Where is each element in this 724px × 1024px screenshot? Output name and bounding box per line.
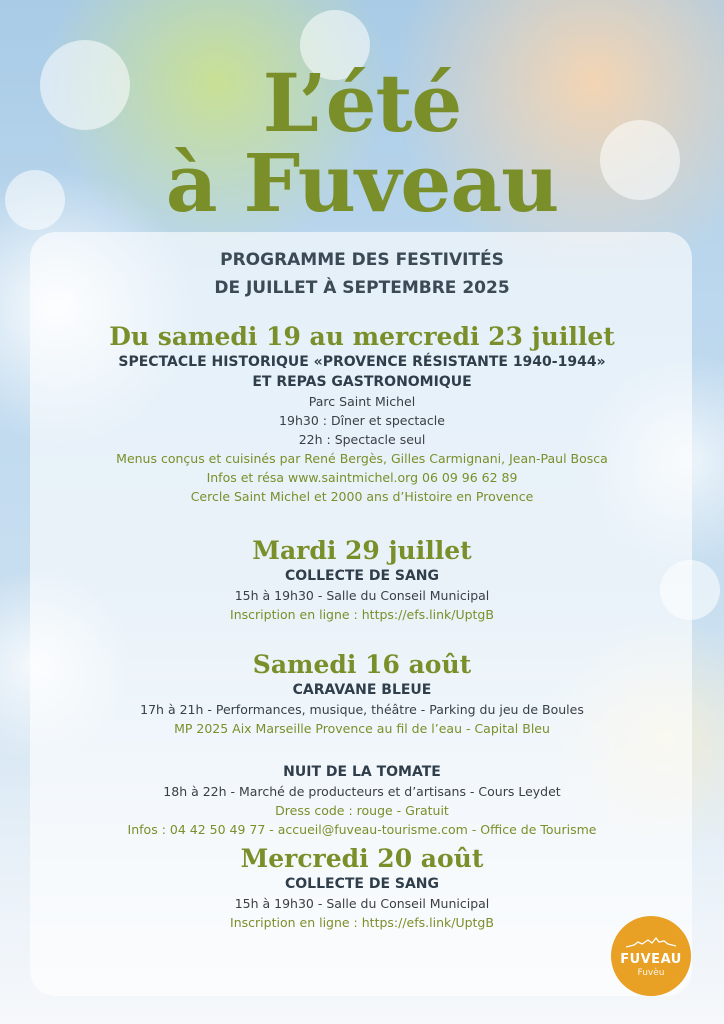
event-time: 15h à 19h30 - Salle du Conseil Municipal — [234, 588, 490, 603]
event-date: Samedi 16 août — [252, 650, 472, 679]
event-contact: Infos et résa www.saintmichel.org 06 09 96 62 89 — [206, 470, 518, 485]
event-blood-drive-july — [0, 536, 724, 624]
event-date: Mardi 29 juillet — [252, 536, 472, 565]
event-time: 17h à 21h - Performances, musique, théâtre - Parking du jeu de Boules — [140, 702, 584, 717]
event-blood-drive-august — [0, 844, 724, 932]
event-heading: SPECTACLE HISTORIQUE «PROVENCE RÉSISTANTE 1940-1944» — [118, 354, 606, 370]
event-contact: Infos : 04 42 50 49 77 - accueil@fuveau-tourisme.com - Office de Tourisme — [127, 822, 597, 837]
event-info: MP 2025 Aix Marseille Provence au fil de l’eau - Capital Bleu — [174, 721, 550, 736]
event-time: 19h30 : Dîner et spectacle — [279, 413, 445, 428]
event-time: 22h : Spectacle seul — [298, 432, 426, 447]
event-caravane-bleue — [0, 650, 724, 738]
event-organizer: Cercle Saint Michel et 2000 ans d’Histoire en Provence — [190, 489, 534, 504]
logo-subname: Fuvèu — [637, 968, 665, 978]
event-heading: ET REPAS GASTRONOMIQUE — [252, 374, 472, 390]
event-nuit-tomate — [0, 762, 724, 839]
event-time: 18h à 22h - Marché de producteurs et d’artisans - Cours Leydet — [163, 784, 561, 799]
event-historic-show — [0, 322, 724, 506]
event-location: Parc Saint Michel — [308, 394, 416, 409]
village-skyline-icon — [626, 936, 676, 948]
event-time: 15h à 19h30 - Salle du Conseil Municipal — [234, 896, 490, 911]
event-heading: NUIT DE LA TOMATE — [283, 764, 441, 780]
event-date: Du samedi 19 au mercredi 23 juillet — [109, 322, 615, 351]
event-registration-link: Inscription en ligne : https://efs.link/UptgB — [230, 607, 494, 622]
event-date: Mercredi 20 août — [240, 844, 484, 873]
event-heading: COLLECTE DE SANG — [284, 568, 440, 584]
event-heading: COLLECTE DE SANG — [284, 876, 440, 892]
event-dress-code: Dress code : rouge - Gratuit — [275, 803, 449, 818]
event-heading: CARAVANE BLEUE — [292, 682, 432, 698]
event-info: Menus conçus et cuisinés par René Bergès, Gilles Carmignani, Jean-Paul Bosca — [116, 451, 608, 466]
programme-subtitle-2: DE JUILLET À SEPTEMBRE 2025 — [214, 278, 510, 298]
programme-subtitle-1: PROGRAMME DES FESTIVITÉS — [220, 250, 504, 270]
main-title-line-2: à Fuveau — [165, 136, 559, 230]
event-registration-link: Inscription en ligne : https://efs.link/UptgB — [230, 915, 494, 930]
main-title-line-1: L’été — [262, 56, 462, 150]
fuveau-logo — [611, 916, 691, 996]
logo-name: FUVEAU — [620, 952, 682, 967]
